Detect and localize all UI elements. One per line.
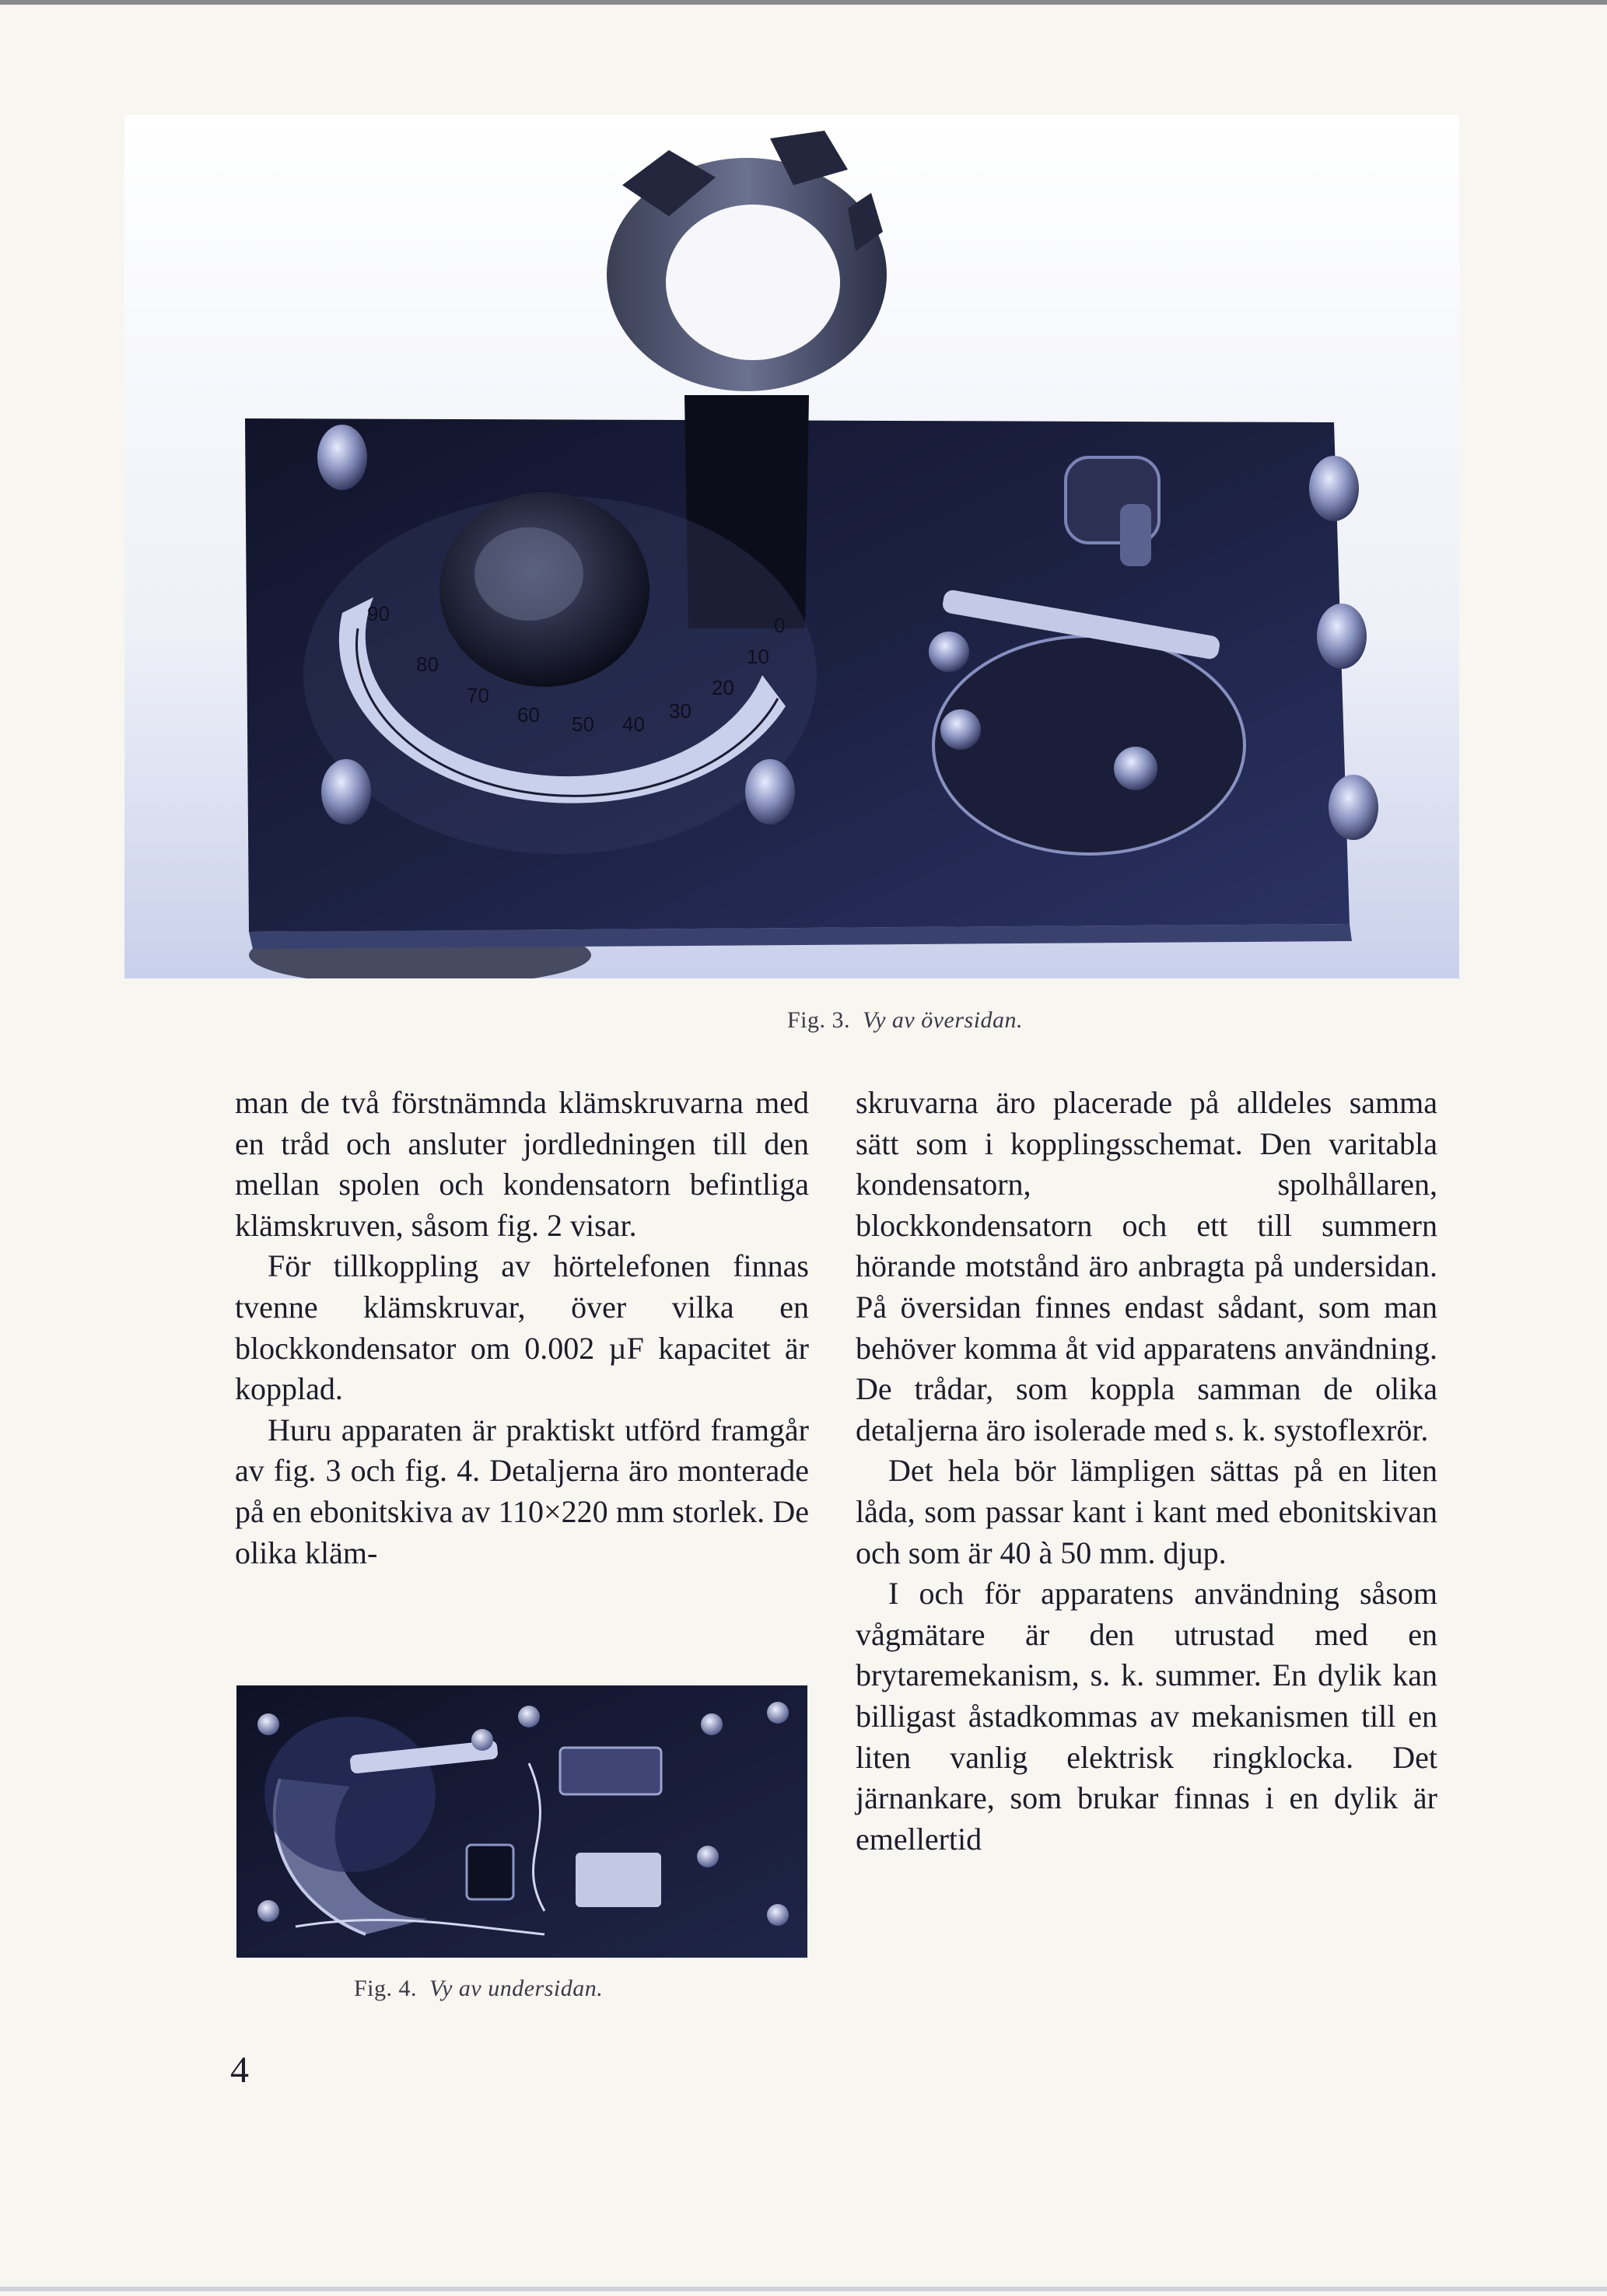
dial-label: 60 (517, 703, 540, 726)
right-text-column (856, 1083, 1437, 1860)
paragraph: Det hela bör lämpligen sättas på en liten låda, som passar kant i kant med ebonitskivan och som är 40 à 50 mm. djup. (856, 1453, 1437, 1570)
paragraph: I och för apparatens användning såsom vågmätare är den utrustad med en brytaremekanism, s. k. summer. En dylik kan billigast åstadkommas av mekanismen till en liten vanlig elektrisk ringklocka. Det järnankare, som brukar finnas i en dylik är emellertid (856, 1576, 1437, 1857)
dial-label: 20 (712, 676, 734, 699)
figure-4-number: Fig. 4. (354, 1976, 418, 2001)
dial-label: 40 (622, 712, 645, 736)
left-text-column (235, 1083, 809, 1573)
paragraph: Huru apparaten är praktiskt utförd framgår av fig. 3 och fig. 4. Detaljerna äro monterade på en ebonitskiva av 110×220 mm storlek. De olika kläm- (235, 1412, 809, 1570)
dial-label: 0 (774, 614, 786, 637)
paragraph: För tillkoppling av hörtelefonen finnas tvenne klämskruvar, över vilka en blockkondensator om 0.002 µF kapacitet är kopplad. (235, 1248, 809, 1407)
dial-label: 30 (669, 699, 691, 723)
scan-edge-bottom (0, 2287, 1607, 2291)
paragraph: skruvarna äro placerade på alldeles samma sätt som i kopplingsschemat. Den varitabla kondensatorn, spolhållaren, blockkondensatorn och ett till summern hörande motstånd äro anbragta på undersidan. På översidan finnes endast sådant, som man behöver komma åt vid apparatens användning. De trådar, som koppla samman de olika detaljerna äro isolerade med s. k. systoflexrör. (856, 1085, 1437, 1447)
scan-edge-top (0, 0, 1607, 5)
figure-4-caption (354, 1976, 603, 2002)
figure-3-number: Fig. 3. (787, 1007, 851, 1033)
figure-4-caption-text: Vy av undersidan. (429, 1976, 604, 2001)
figure-4-photo (233, 1678, 809, 1965)
dial-label: 90 (367, 602, 390, 625)
figure-3-photo (124, 115, 1459, 978)
figure-3-caption-text: Vy av översidan. (863, 1007, 1024, 1033)
dial-label: 10 (747, 645, 769, 668)
dial-label: 70 (467, 684, 489, 707)
page-number: 4 (230, 2049, 249, 2091)
dial-label: 80 (416, 653, 439, 676)
figure-3-caption (787, 1007, 1023, 1034)
paragraph: man de två förstnämnda klämskruvarna med en tråd och ansluter jordledningen till den mellan spolen och kondensatorn befintliga klämskruven, såsom fig. 2 visar. (235, 1085, 809, 1243)
dial-label: 50 (572, 712, 594, 736)
